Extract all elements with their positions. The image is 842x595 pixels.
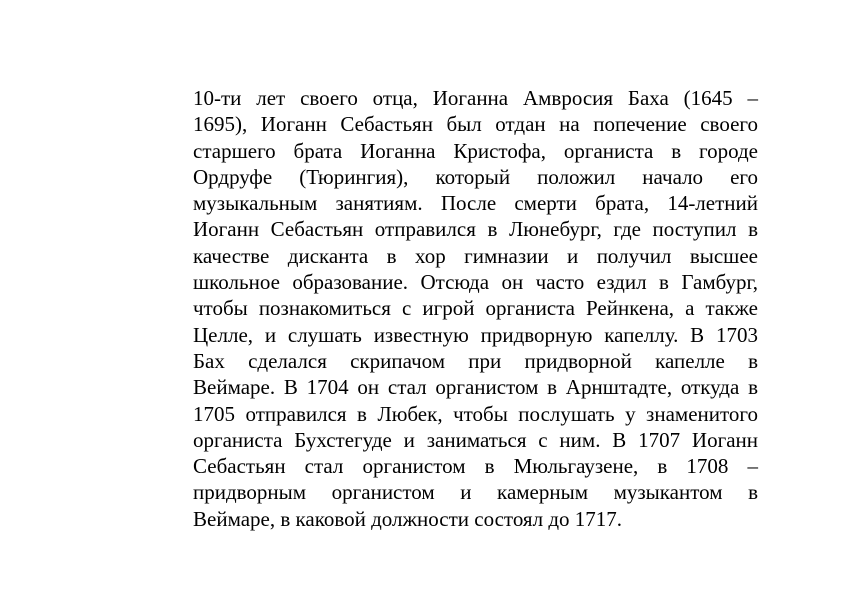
text-line: музыкальным занятиям. После смерти брата, 14-летний (193, 191, 758, 216)
text-line: Иоганн Себастьян отправился в Люнебург, где поступил в (193, 217, 758, 242)
text-line: 1695), Иоганн Себастьян был отдан на попечение своего (193, 112, 758, 137)
text-line: органиста Бухстегуде и заниматься с ним. В 1707 Иоганн (193, 427, 758, 452)
text-line: качестве дисканта в хор гимназии и получил высшее (193, 243, 758, 268)
text-line: Веймаре, в каковой должности состоял до 1717. (193, 506, 623, 531)
text-line: школьное образование. Отсюда он часто ездил в Гамбург, (193, 270, 758, 295)
text-line: 1705 отправился в Любек, чтобы послушать у знаменитого (193, 401, 758, 426)
text-line: Целле, и слушать известную придворную капеллу. В 1703 (193, 322, 758, 347)
text-line: Веймаре. В 1704 он стал органистом в Арнштадте, откуда в (193, 375, 758, 400)
text-line: Себастьян стал органистом в Мюльгаузене, в 1708 – (193, 454, 758, 479)
text-line: Бах сделался скрипачом при придворной капелле в (193, 348, 758, 373)
text-line: придворным органистом и камерным музыкантом в (193, 480, 758, 505)
text-line: старшего брата Иоганна Кристофа, органиста в городе (193, 138, 758, 163)
text-line: Ордруфе (Тюрингия), который положил начало его (193, 164, 758, 189)
text-line: чтобы познакомиться с игрой органиста Рейнкена, а также (193, 296, 758, 321)
body-paragraph (193, 85, 758, 532)
text-line: 10-ти лет своего отца, Иоганна Амвросия Баха (1645 – (193, 86, 758, 110)
